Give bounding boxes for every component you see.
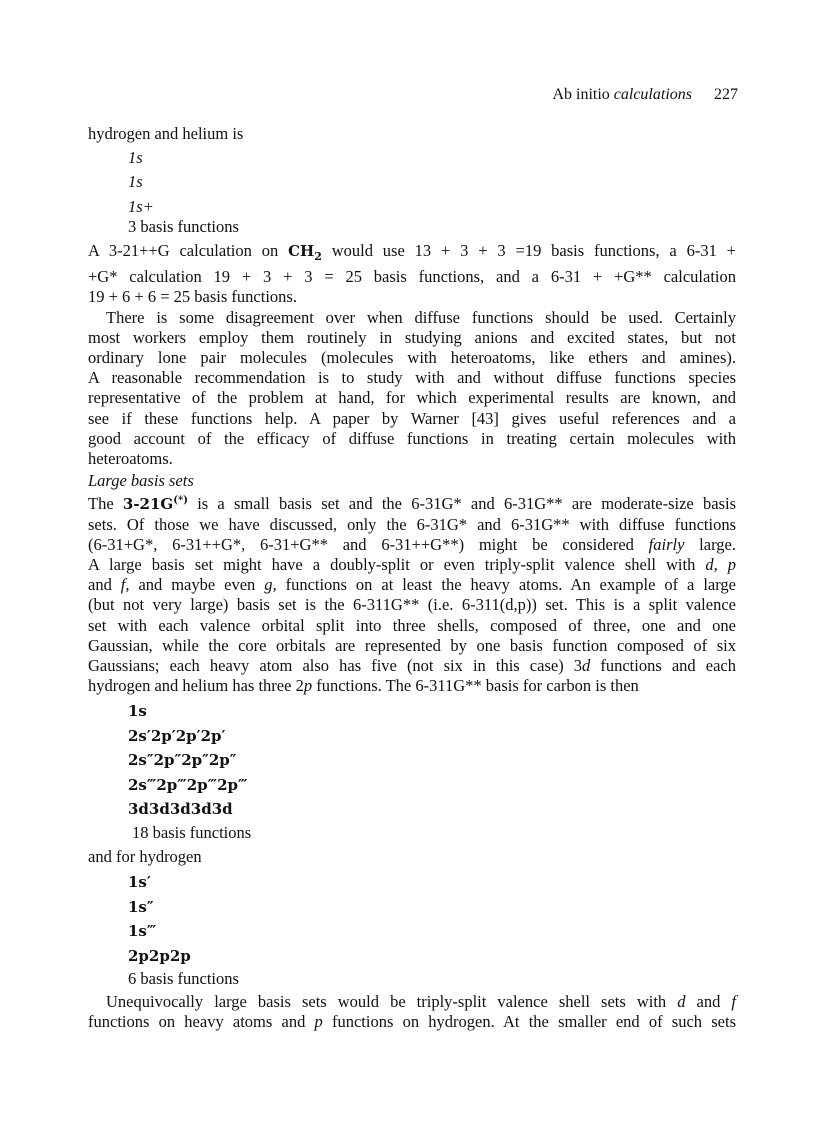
text-line: see if these functions help. A paper by Warner [43] gives useful references and a <box>88 408 736 428</box>
text-line: A reasonable recommendation is to study with and without diffuse functions species <box>88 368 736 388</box>
text-line: representative of the problem at hand, for which experimental results are known, and <box>88 388 736 408</box>
text-line: most workers employ them routinely in studying anions and excited states, but not <box>88 327 736 347</box>
text-line: +G* calculation 19 + 3 + 3 = 25 basis functions, and a 6-31 + +G** calculation <box>88 267 736 287</box>
text-line: The 3-21G(*) is a small basis set and the 6-31G* and 6-31G** are moderate-size basis <box>88 494 736 514</box>
text-line: 19 + 6 + 6 = 25 basis functions. <box>88 287 297 307</box>
list-item: 1s′ <box>128 873 151 892</box>
section-heading: Large basis sets <box>88 471 194 491</box>
running-title-italic: calculations <box>613 86 692 103</box>
basis-list-hydrogen <box>88 870 736 989</box>
paragraph <box>88 992 736 1032</box>
basis-list-helium <box>88 148 736 237</box>
text-line: hydrogen and helium has three 2p functions. The 6-311G** basis for carbon is then <box>88 676 639 696</box>
text-line: good account of the efficacy of diffuse functions in treating certain molecules with <box>88 428 736 448</box>
list-item: 2s‴2p‴2p‴2p‴ <box>128 775 248 794</box>
paragraph <box>88 308 736 470</box>
text-line: Gaussian, while the core orbitals are represented by one basis function composed of six <box>88 635 736 655</box>
text-line: and f, and maybe even g, functions on at least the heavy atoms. An example of a large <box>88 575 737 595</box>
text-line: Gaussians; each heavy atom also has five (not six in this case) 3d functions and each <box>88 656 736 676</box>
list-item: 1s <box>128 702 147 721</box>
list-item: 1s+ <box>128 196 154 216</box>
hydrogen-line: and for hydrogen <box>88 846 202 866</box>
list-item: 1s <box>128 148 143 168</box>
list-item: 1s‴ <box>128 922 157 941</box>
body-text <box>88 124 736 1033</box>
paragraph <box>88 241 736 308</box>
text-line: A large basis set might have a doubly-split or even triply-split valence shell with d, p <box>88 555 737 575</box>
formula-ch2: $CH_2$ <box>288 242 322 264</box>
bold-basis-label: 3-21G(*) <box>122 495 188 514</box>
intro-line: hydrogen and helium is <box>88 124 244 143</box>
list-item: 2p2p2p <box>128 946 191 965</box>
running-title: Ab initio <box>552 86 610 103</box>
text-line: A 3-21++G calculation on $CH_2$ would use 13 + 3 + 3 =19 basis functions, a 6-31 + <box>88 241 736 264</box>
list-item: 1s″ <box>128 897 154 916</box>
text-line: ordinary lone pair molecules (molecules with heteroatoms, like ethers and amines). <box>88 348 736 368</box>
text-line: heteroatoms. <box>88 449 173 469</box>
text-line: sets. Of those we have discussed, only the 6-31G* and 6-31G** with diffuse functions <box>88 514 736 534</box>
basis-list-carbon <box>88 699 736 843</box>
list-total: 3 basis functions <box>128 216 239 236</box>
text-line: There is some disagreement over when diffuse functions should be used. Certainly <box>106 307 736 327</box>
list-item: 2s′2p′2p′2p′ <box>128 726 226 745</box>
list-item: 3d3d3d3d3d <box>128 800 233 819</box>
text-line: (but not very large) basis set is the 6-311G** (i.e. 6-311(d,p)) set. This is a split valence <box>88 595 736 615</box>
list-total: 18 basis functions <box>132 822 252 842</box>
running-header <box>552 86 738 104</box>
text-line: Unequivocally large basis sets would be triply-split valence shell sets with d and f <box>106 992 737 1012</box>
list-total: 6 basis functions <box>128 969 239 989</box>
text-line: set with each valence orbital split into three shells, composed of three, one and one <box>88 615 736 635</box>
list-item: 2s″2p″2p″2p″ <box>128 751 237 770</box>
page-number: 227 <box>714 86 738 103</box>
paragraph <box>88 491 736 696</box>
list-item: 1s <box>128 172 143 192</box>
text-line: functions on heavy atoms and p functions on hydrogen. At the smaller end of such sets <box>88 1012 736 1032</box>
text-line: (6-31+G*, 6-31++G*, 6-31+G** and 6-31++G**) might be considered fairly large. <box>88 534 736 554</box>
